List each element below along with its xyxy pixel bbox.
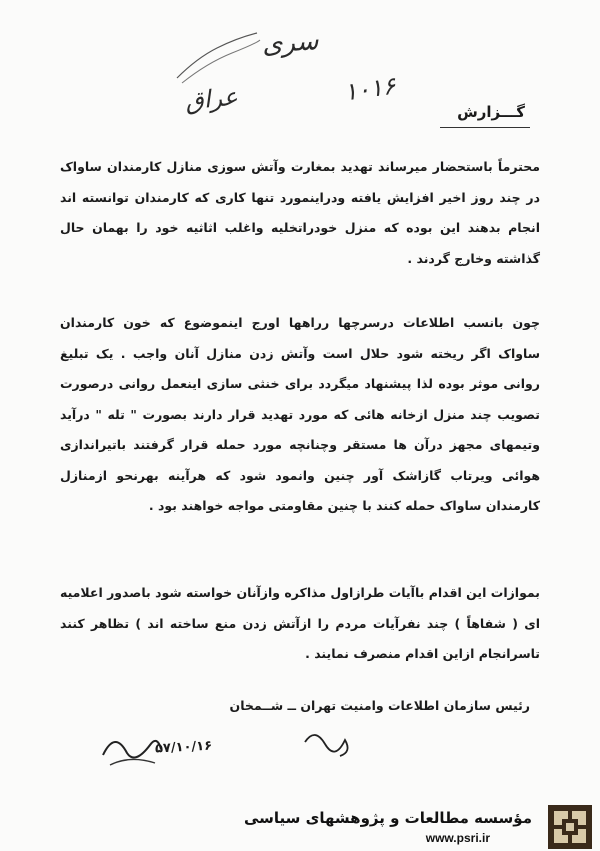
handwritten-number: ۱۰۱۶ (342, 71, 398, 107)
institute-name: مؤسسه مطالعات و پژوهشهای سیاسی (243, 809, 532, 827)
signature-line: رئیس سازمان اطلاعات وامنیت تهران ــ شــمخان (229, 698, 530, 713)
institute-url[interactable]: www.psri.ir (425, 831, 490, 845)
footer (0, 801, 600, 851)
paragraph-1: محترماً باستحضار میرساند تهدید بمغارت وآتش سوزی منازل کارمندان ساواک در چند روز اخیر افزایش یافته ودراینمورد تنها کاری که کارمندان توانسته اند انجام بدهند این بوده که منزل خودراتخلیه واغلب اثاثیه خود را بهمان حال گذاشته وخارج گردند . (60, 159, 540, 266)
handwritten-date: ۵۷/۱۰/۱۶ (154, 738, 213, 757)
title-underline (440, 127, 530, 128)
psri-logo-icon (548, 805, 592, 849)
paragraph-2: چون بانسب اطلاعات درسرچها رراهها اورج اینموضوع که خون کارمندان ساواک اگر ریخته شود حلال است وآتش زدن منازل آنان واجب . یک تبلیغ روانی موثر بوده لذا پیشنهاد میگردد برای خنثی سازی اینعمل روانی درصورت تصویب چند منزل ازخانه هائی که مورد تهدید قرار دارند بصورت " تله " درآید وتیمهای مجهز درآن ها مستقر وچنانچه مورد حمله قرار گرفتند باتیراندازی هوائی ویرتاب گازاشک آور چنین وانمود شود که هرآینه بهرنحو ازمنازل کارمندان ساواک حمله کنند با چنین مقاومتی مواجه خواهند بود . (60, 315, 540, 513)
classification-stamp: سری (261, 26, 320, 60)
document-title: گـــزارش (457, 103, 525, 121)
paragraph-3: بموازات این اقدام باآیات طرازاول مذاکره وازآنان خواسته شود باصدور اعلامیه ای ( شفاهاً ) چند نفرآیات مردم را ازآتش زدن منع ساخته اند ) تظاهر کنند تاسرانجام ازاین اقدام منصرف نمایند . (60, 585, 540, 661)
handwritten-note: عراق (183, 82, 240, 116)
handwritten-signature (300, 722, 360, 762)
handwritten-scribble (172, 28, 262, 88)
